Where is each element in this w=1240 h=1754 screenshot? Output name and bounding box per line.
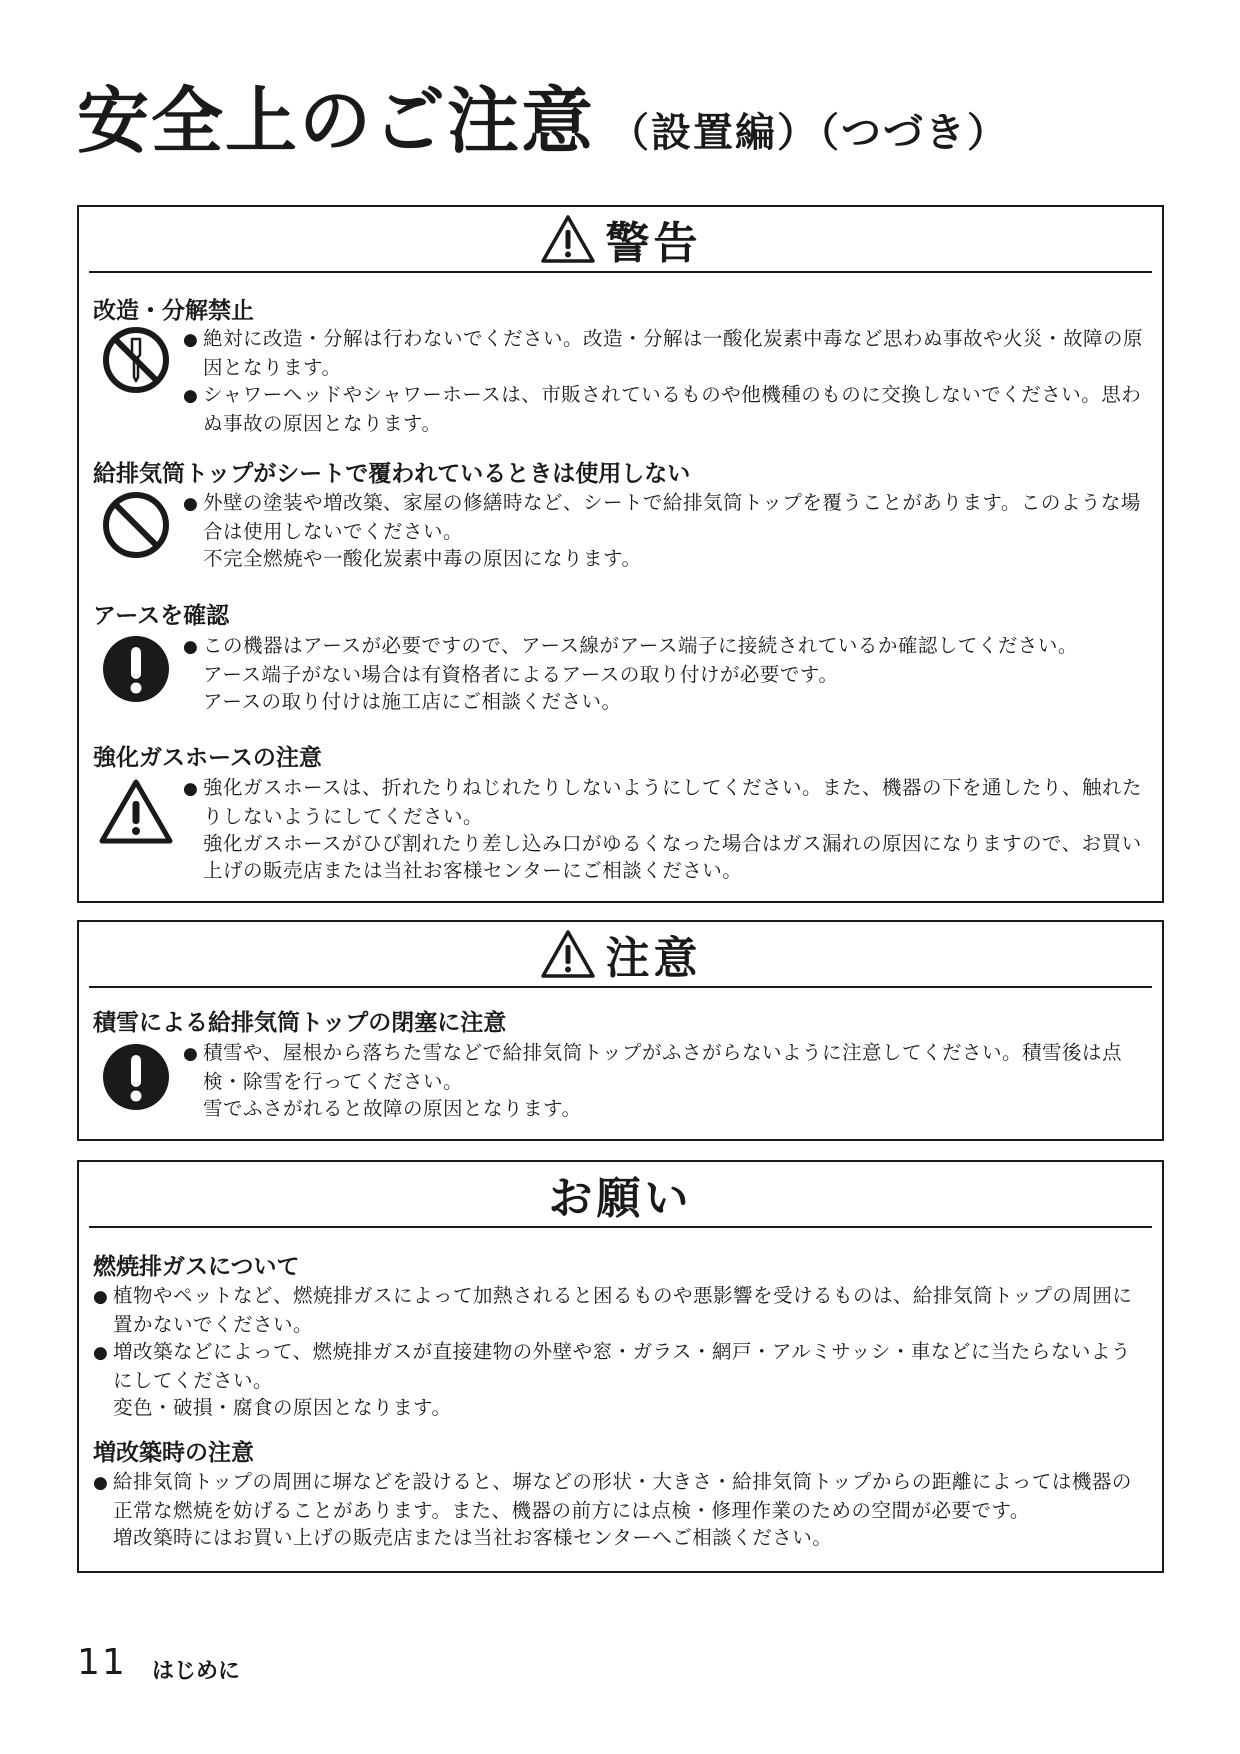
section-title: 改造・分解禁止 (93, 298, 254, 324)
section-body (183, 774, 1150, 884)
bullet-paragraph: ● シャワーヘッドやシャワーホースは、市販されているものや他機種のものに交換しないでください。思わぬ事故の原因となります。 (183, 381, 1150, 437)
section-body (183, 325, 1150, 437)
caution-heading: 注意 (605, 933, 702, 984)
continuation-paragraph: 変色・破損・腐食の原因となります。 (113, 1396, 452, 1419)
continuation-paragraph: 雪でふさがれると故障の原因となります。 (203, 1097, 582, 1120)
section-body (93, 1282, 1150, 1421)
prohibition-icon (101, 490, 171, 560)
section-title: 積雪による給排気筒トップの閉塞に注意 (93, 1010, 507, 1036)
section-body (93, 1468, 1150, 1551)
warning-heading: 警告 (605, 218, 702, 269)
caution-box-header (89, 922, 1152, 988)
bullet-paragraph: ● この機器はアースが必要ですので、アース線がアース端子に接続されているか確認してください。 (183, 632, 1150, 661)
section-label: はじめに (152, 1659, 241, 1684)
page-title-sub: （設置編）（つづき） (609, 110, 1010, 156)
no-disassembly-icon (101, 325, 171, 395)
section-title: アースを確認 (93, 603, 230, 629)
request-box (77, 1160, 1164, 1573)
section-title: 給排気筒トップがシートで覆われているときは使用しない (93, 461, 691, 487)
continuation-paragraph: アースの取り付けは施工店にご相談ください。 (203, 690, 622, 713)
continuation-paragraph: 増改築時にはお買い上げの販売店または当社お客様センターへご相談ください。 (113, 1526, 833, 1549)
warning-box (77, 205, 1164, 903)
bullet-paragraph: ● 外壁の塗装や増改築、家屋の修繕時など、シートで給排気筒トップを覆うことがあります。このような場合は使用しないでください。 (183, 489, 1150, 545)
warning-triangle-icon (540, 214, 596, 264)
continuation-paragraph: 強化ガスホースがひび割れたり差し込み口がゆるくなった場合はガス漏れの原因になりますので、お買い上げの販売店または当社お客様センターにご相談ください。 (203, 832, 1142, 882)
section-title: 燃焼排ガスについて (93, 1254, 300, 1280)
page-title-main: 安全上のご注意 (77, 79, 596, 163)
bullet-paragraph: ● 植物やペットなど、燃焼排ガスによって加熱されると困るものや悪影響を受けるものは、給排気筒トップの周囲に置かないでください。 (93, 1282, 1150, 1338)
caution-triangle-icon (98, 777, 174, 847)
caution-box (77, 920, 1164, 1141)
bullet-paragraph: ● 絶対に改造・分解は行わないでください。改造・分解は一酸化炭素中毒など思わぬ事故や火災・故障の原因となります。 (183, 325, 1150, 381)
bullet-paragraph: ● 積雪や、屋根から落ちた雪などで給排気筒トップがふさがらないように注意してください。積雪後は点検・除雪を行ってください。 (183, 1039, 1150, 1095)
section-title: 強化ガスホースの注意 (93, 745, 322, 771)
warning-triangle-icon (540, 929, 596, 979)
page-number: 11 (77, 1642, 127, 1683)
mandatory-icon (101, 1042, 171, 1112)
continuation-paragraph: アース端子がない場合は有資格者によるアースの取り付けが必要です。 (203, 663, 839, 686)
continuation-paragraph: 不完全燃焼や一酸化炭素中毒の原因になります。 (203, 547, 642, 570)
section-body (183, 632, 1150, 715)
warning-box-header (89, 207, 1152, 273)
bullet-paragraph: ● 給排気筒トップの周囲に塀などを設けると、塀などの形状・大きさ・給排気筒トップからの距離によっては機器の正常な燃焼を妨げることがあります。また、機器の前方には点検・修理作業のための空間が必要です。 (93, 1468, 1150, 1524)
section-title: 増改築時の注意 (93, 1440, 254, 1466)
bullet-paragraph: ● 増改築などによって、燃焼排ガスが直接建物の外壁や窓・ガラス・網戸・アルミサッシ・車などに当たらないようにしてください。 (93, 1338, 1150, 1394)
page-title (77, 78, 1009, 164)
section-body (183, 489, 1150, 572)
mandatory-icon (101, 634, 171, 704)
request-box-header (89, 1162, 1152, 1228)
bullet-paragraph: ● 強化ガスホースは、折れたりねじれたりしないようにしてください。また、機器の下を通したり、触れたりしないようにしてください。 (183, 774, 1150, 830)
request-heading: お願い (548, 1173, 693, 1224)
section-body (183, 1039, 1150, 1122)
